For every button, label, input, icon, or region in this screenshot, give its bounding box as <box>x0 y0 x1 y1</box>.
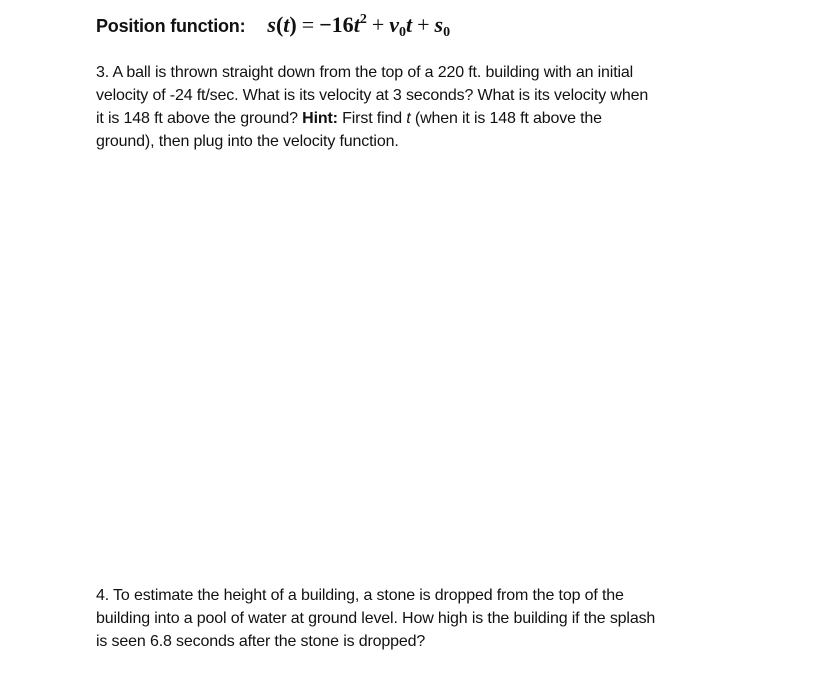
formula-t-linear: t <box>406 12 413 37</box>
formula-open-paren: ( <box>275 12 284 37</box>
formula-coefficient: −16 <box>319 12 354 37</box>
formula-exponent: 2 <box>359 12 367 27</box>
formula-v: v <box>389 12 399 37</box>
formula-t: t <box>283 12 290 37</box>
problem-4 <box>96 584 736 653</box>
formula-equals: = <box>301 12 315 37</box>
problem-4-line-3: is seen 6.8 seconds after the stone is dropped? <box>96 633 426 650</box>
problem-3-line-4: ground), then plug into the velocity function. <box>96 133 399 150</box>
formula-s0: s <box>434 12 444 37</box>
formula-t-squared-base: t <box>353 12 360 37</box>
formula-plus: + <box>371 12 385 37</box>
formula-s0-subscript: 0 <box>443 25 451 40</box>
problem-3 <box>96 61 736 153</box>
formula-plus: + <box>417 12 430 37</box>
formula-v-subscript: 0 <box>399 25 406 40</box>
position-function-label: Position function: <box>96 16 246 36</box>
problem-3-line-1: 3. A ball is thrown straight down from the top of a 220 ft. building with an initial <box>96 64 634 81</box>
position-function-header <box>96 12 450 46</box>
problem-3-line-3-text-b: First find <box>337 110 407 127</box>
problem-3-hint-label: Hint: <box>302 110 338 127</box>
position-function-formula <box>267 12 450 38</box>
problem-4-line-2: building into a pool of water at ground level. How high is the building if the splash <box>96 610 656 627</box>
problem-3-line-3 <box>96 107 736 130</box>
problem-3-line-3-text-a: it is 148 ft above the ground? <box>96 110 303 127</box>
formula-close-paren: ) <box>289 12 297 37</box>
problem-3-variable-t: t <box>406 110 411 127</box>
problem-4-line-1: 4. To estimate the height of a building, a stone is dropped from the top of the <box>96 587 624 604</box>
problem-3-line-2: velocity of -24 ft/sec. What is its velocity at 3 seconds? What is its velocity when <box>96 87 649 104</box>
formula-s: s <box>267 12 276 37</box>
problem-3-line-3-text-c: (when it is 148 ft above the <box>410 110 602 127</box>
